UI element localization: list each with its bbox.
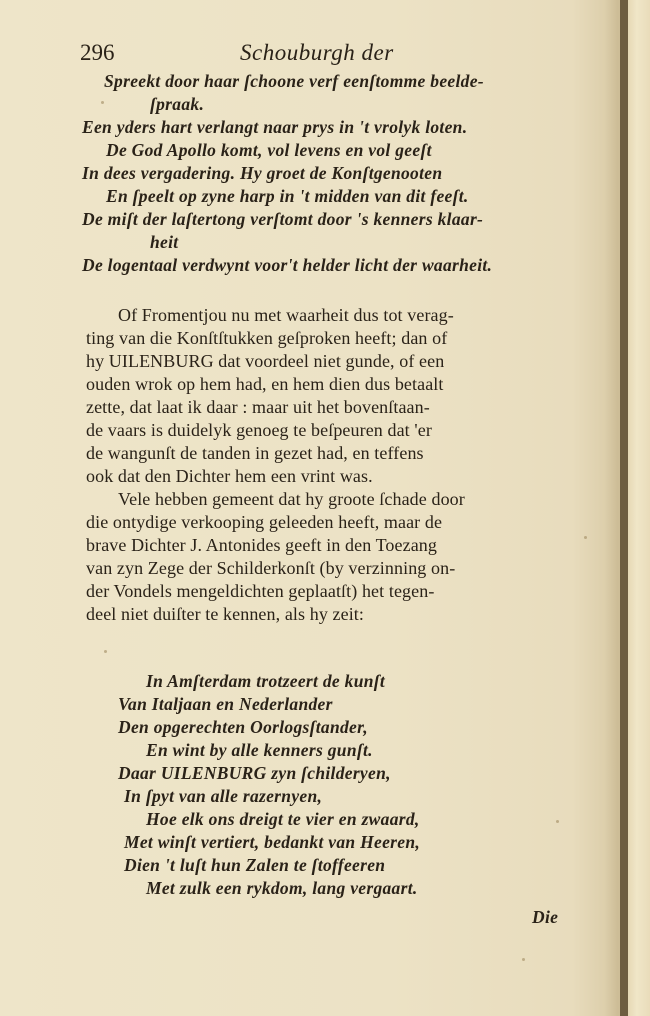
poem-line: Een yders hart verlangt naar prys in 't vrolyk loten. xyxy=(82,117,468,137)
prose-line: der Vondels mengeldichten geplaatſt) het tegen- xyxy=(86,581,435,601)
paper-speck xyxy=(522,958,525,961)
prose-line: van zyn Zege der Schilderkonſt (by verzinning on- xyxy=(86,558,456,578)
prose-line: ook dat den Dichter hem een vrint was. xyxy=(86,466,373,486)
poem-line: De God Apollo komt, vol levens en vol geeſt xyxy=(106,140,432,160)
prose-line: hy UILENBURG dat voordeel niet gunde, of een xyxy=(86,351,445,371)
poem-line: De logentaal verdwynt voor't helder licht der waarheit. xyxy=(82,255,493,275)
prose-line: brave Dichter J. Antonides geeft in den Toezang xyxy=(86,535,437,555)
prose-line: zette, dat laat ik daar : maar uit het bovenſtaan- xyxy=(86,397,430,417)
prose-line: Of Fromentjou nu met waarheit dus tot verag- xyxy=(118,305,454,325)
poem-line: In dees vergadering. Hy groet de Konſtgenooten xyxy=(82,163,443,183)
prose-line: ouden wrok op hem had, en hem dien dus betaalt xyxy=(86,374,444,394)
poem-line: Met zulk een rykdom, lang vergaart. xyxy=(146,878,418,898)
prose-line: Vele hebben gemeent dat hy groote ſchade door xyxy=(118,489,465,509)
poem-line: Daar UILENBURG zyn ſchilderyen, xyxy=(118,763,391,783)
poem-line: De miſt der laſtertong verſtomt door 's kenners klaar- xyxy=(82,209,484,229)
book-spine xyxy=(620,0,628,1016)
prose-line: die ontydige verkooping geleeden heeft, maar de xyxy=(86,512,443,532)
paper-speck xyxy=(584,536,587,539)
poem-line: ſpraak. xyxy=(150,94,205,114)
catchword: Die xyxy=(532,907,559,927)
prose-line: deel niet duiſter te kennen, als hy zeit: xyxy=(86,604,365,624)
paper-speck xyxy=(556,820,559,823)
poem-line: Met winſt vertiert, bedankt van Heeren, xyxy=(124,832,421,852)
poem-line: heit xyxy=(150,232,179,252)
poem-line: Dien 't luſt hun Zalen te ſtoffeeren xyxy=(124,855,386,875)
prose-line: ting van die Konſtſtukken geſproken heeft; dan of xyxy=(86,328,448,348)
poem-line: Van Italjaan en Nederlander xyxy=(118,694,333,714)
poem-line: In Amſterdam trotzeert de kunſt xyxy=(146,671,386,691)
prose-line: de wangunſt de tanden in gezet had, en teffens xyxy=(86,443,424,463)
poem-line: Hoe elk ons dreigt te vier en zwaard, xyxy=(146,809,420,829)
poem-line: En ſpeelt op zyne harp in 't midden van dit feeſt. xyxy=(106,186,469,206)
poem-line: En wint by alle kenners gunſt. xyxy=(146,740,373,760)
paper-speck xyxy=(101,101,104,104)
poem-line: Den opgerechten Oorlogsſtander, xyxy=(118,717,368,737)
poem-line: Spreekt door haar ſchoone verf eenſtomme beelde- xyxy=(104,71,484,91)
prose-line: de vaars is duidelyk genoeg te beſpeuren dat 'er xyxy=(86,420,432,440)
page-edge xyxy=(628,0,650,1016)
paper-speck xyxy=(104,650,107,653)
poem-line: In ſpyt van alle razernyen, xyxy=(124,786,323,806)
running-title: Schouburgh der xyxy=(240,40,394,65)
page-number: 296 xyxy=(80,40,115,65)
